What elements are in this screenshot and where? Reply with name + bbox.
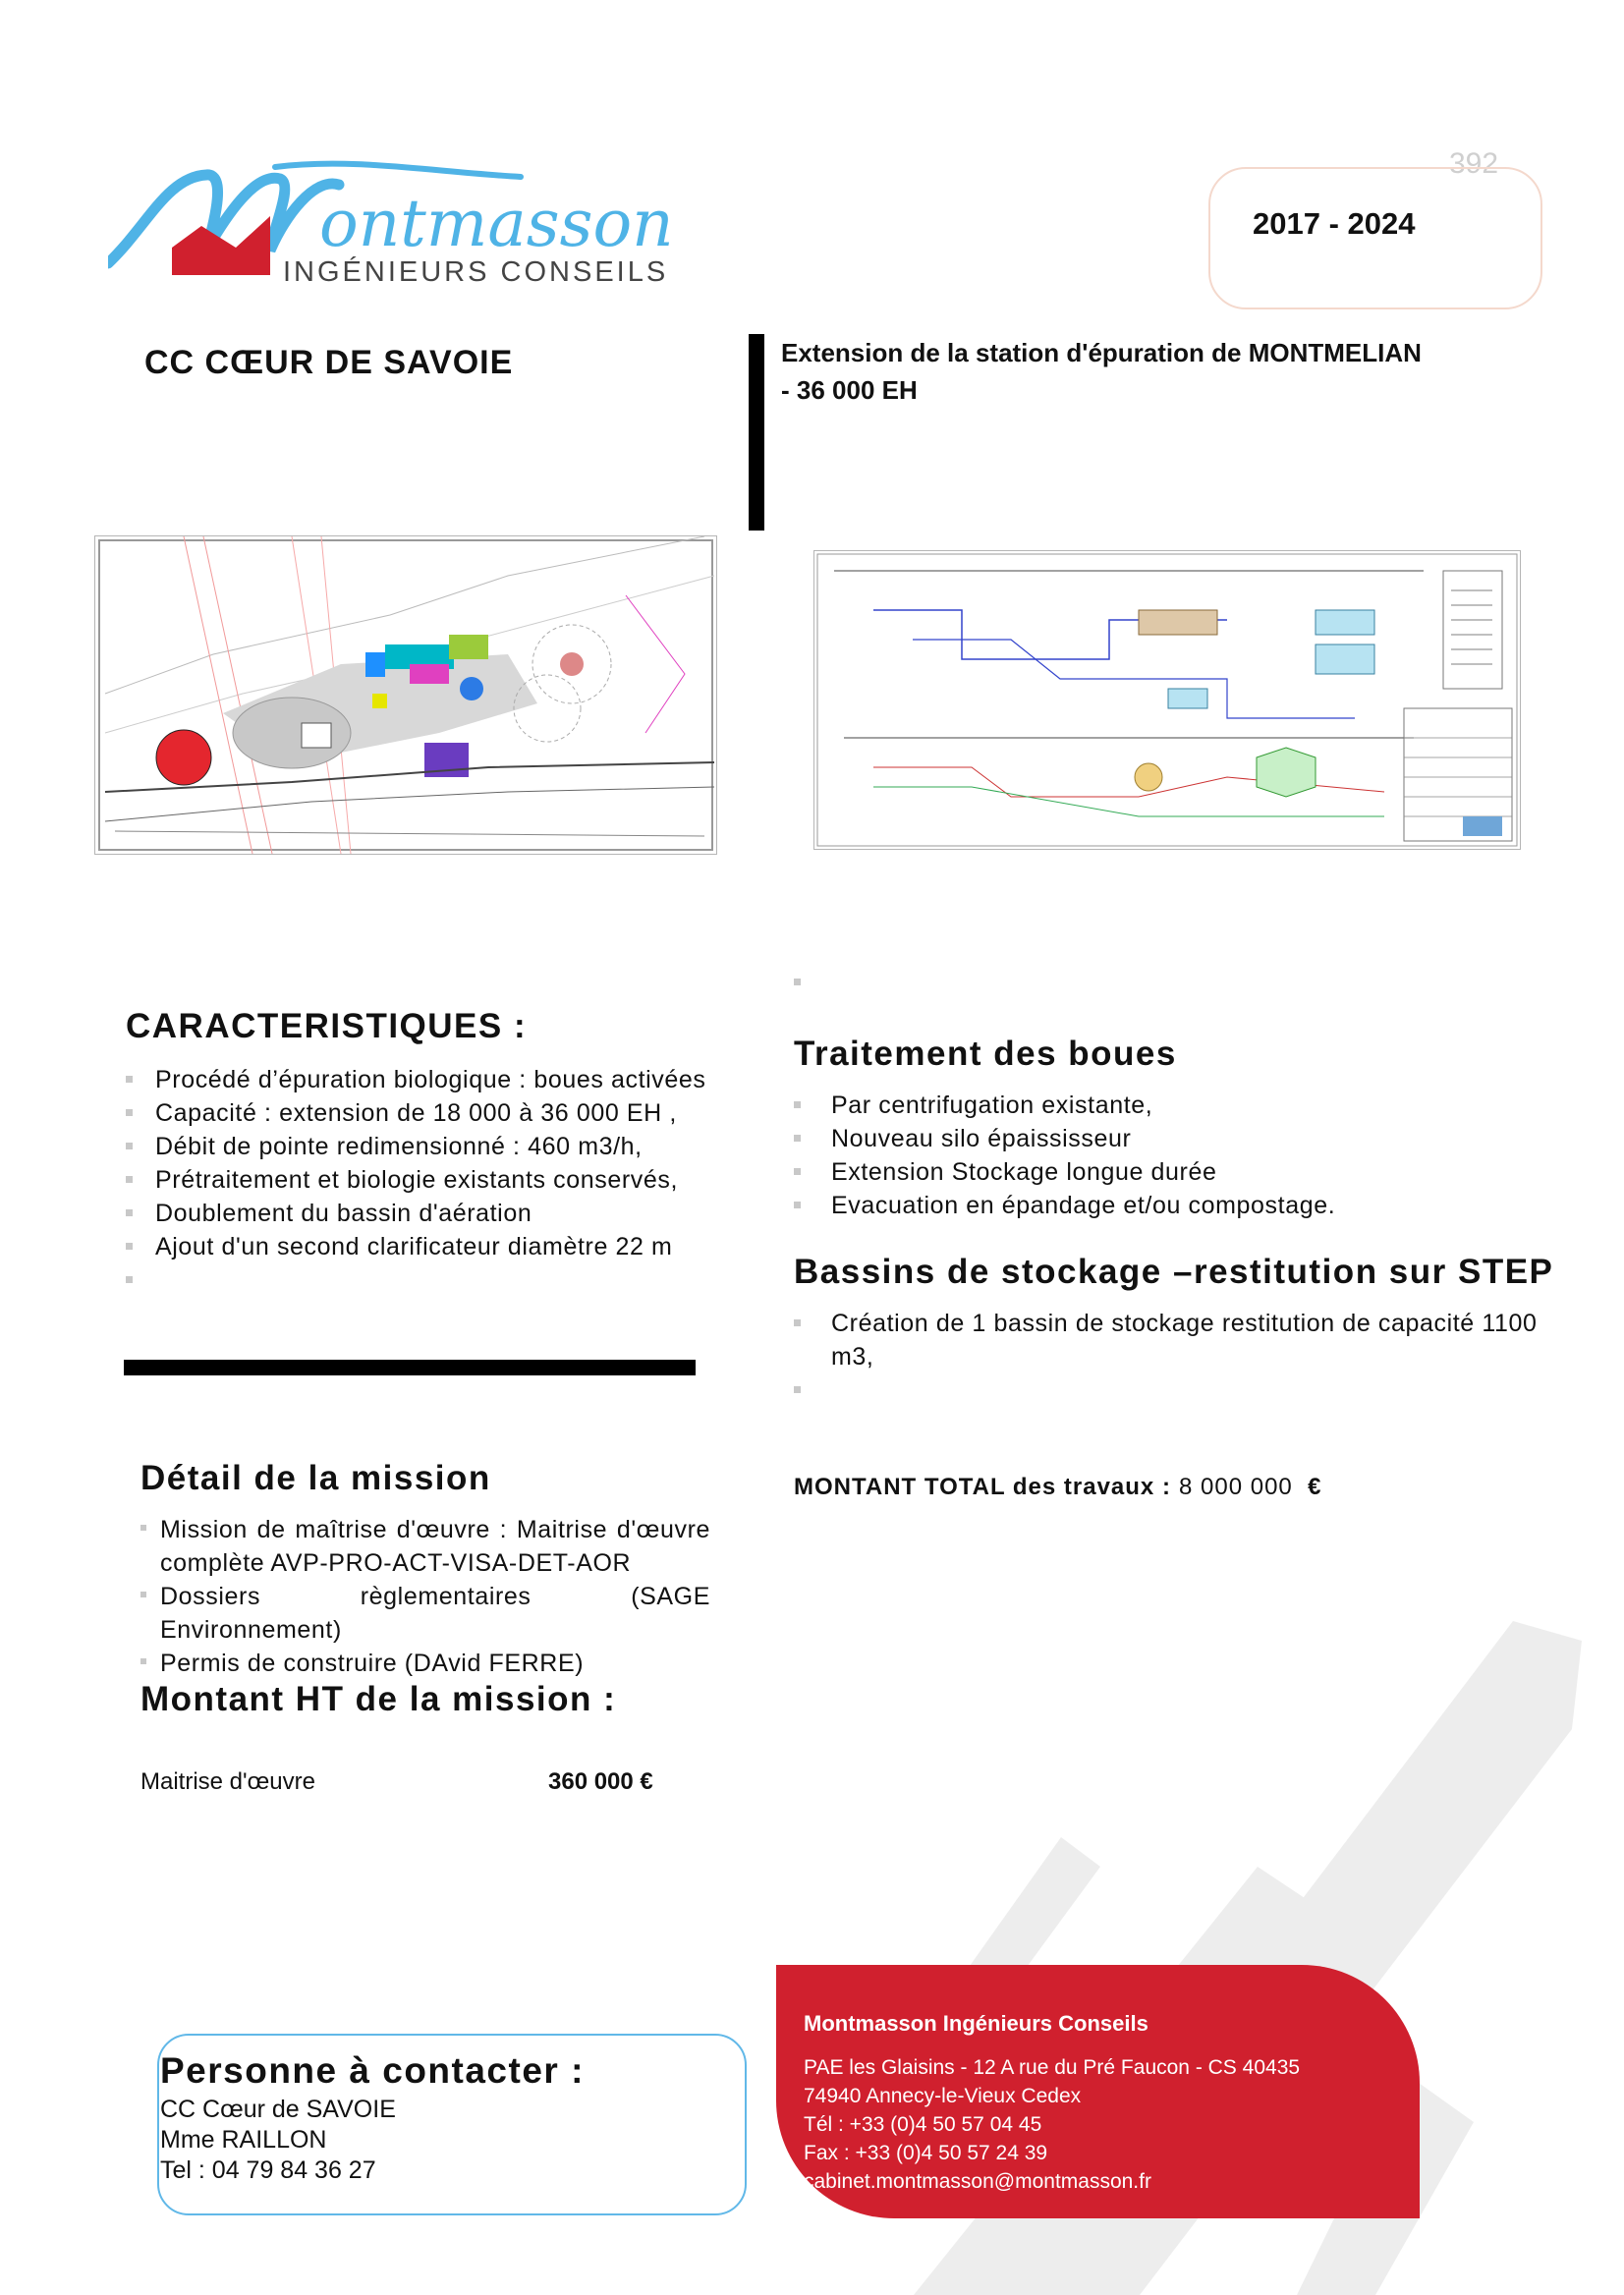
title-divider-bar xyxy=(749,334,764,531)
montant-total-value xyxy=(1179,1474,1321,1501)
svg-text:ontmasson: ontmasson xyxy=(319,186,674,261)
company-email: cabinet.montmasson@montmasson.fr xyxy=(804,2170,1151,2193)
maitrise-oeuvre-amount: 360 000 € xyxy=(548,1768,653,1795)
company-name: Montmasson Ingénieurs Conseils xyxy=(804,2011,1148,2036)
montant-ht-heading: Montant HT de la mission : xyxy=(140,1680,617,1718)
list-item: Par centrifugation existante, xyxy=(794,1089,1501,1122)
company-fax: Fax : +33 (0)4 50 57 24 39 xyxy=(804,2142,1048,2164)
caracteristiques-heading: CARACTERISTIQUES : xyxy=(126,1007,528,1045)
svg-text:INGÉNIEURS CONSEILS: INGÉNIEURS CONSEILS xyxy=(283,256,669,288)
mission-heading: Détail de la mission xyxy=(140,1459,491,1497)
list-item: Permis de construire (DAvid FERRE) xyxy=(140,1647,710,1680)
boues-list xyxy=(794,1089,1501,1222)
mission-list xyxy=(140,1513,710,1680)
list-item: Mission de maîtrise d'œuvre : Maitrise d'œuvre complète AVP-PRO-ACT-VISA-DET-AOR xyxy=(140,1513,710,1580)
section-divider-bar xyxy=(124,1360,696,1375)
site-plan-image xyxy=(94,535,717,855)
process-flow-image xyxy=(813,550,1521,850)
list-item: Dossiers règlementaires (SAGE Environnement) xyxy=(140,1580,710,1647)
maitrise-oeuvre-label: Maitrise d'œuvre xyxy=(140,1768,315,1795)
company-phone: Tél : +33 (0)4 50 57 04 45 xyxy=(804,2113,1042,2136)
company-info xyxy=(804,2009,1300,2196)
list-item: Ajout d'un second clarificateur diamètre 22 m xyxy=(126,1230,735,1263)
bassins-heading: Bassins de stockage –restitution sur STEP xyxy=(794,1253,1554,1291)
empty-bullet xyxy=(794,979,801,985)
company-city: 74940 Annecy-le-Vieux Cedex xyxy=(804,2085,1082,2107)
list-item: Procédé d’épuration biologique : boues activées xyxy=(126,1063,735,1096)
list-item: Capacité : extension de 18 000 à 36 000 EH , xyxy=(126,1096,735,1130)
montant-total-amount: 8 000 000 xyxy=(1179,1474,1293,1500)
contact-heading: Personne à contacter : xyxy=(160,2050,585,2091)
list-item: Création de 1 bassin de stockage restitution de capacité 1100 m3, xyxy=(794,1307,1540,1373)
caracteristiques-list xyxy=(126,1063,735,1297)
list-item xyxy=(126,1263,735,1297)
list-item: Prétraitement et biologie existants conservés, xyxy=(126,1163,735,1197)
contact-details xyxy=(160,2095,396,2186)
list-item: Evacuation en épandage et/ou compostage. xyxy=(794,1189,1501,1222)
list-item xyxy=(794,1373,1540,1407)
contact-person: Mme RAILLON xyxy=(160,2126,327,2154)
client-name: CC CŒUR DE SAVOIE xyxy=(144,344,514,381)
project-title-line2: - 36 000 EH xyxy=(781,375,918,405)
bassins-list xyxy=(794,1307,1540,1407)
contact-organisation: CC Cœur de SAVOIE xyxy=(160,2096,396,2123)
montant-total-label: MONTANT TOTAL des travaux : xyxy=(794,1474,1171,1500)
company-address: PAE les Glaisins - 12 A rue du Pré Faucon - CS 40435 xyxy=(804,2056,1301,2079)
list-item: Doublement du bassin d'aération xyxy=(126,1197,735,1230)
project-title-line1: Extension de la station d'épuration de MONTMELIAN xyxy=(781,338,1422,367)
boues-heading: Traitement des boues xyxy=(794,1035,1177,1073)
list-item: Débit de pointe redimensionné : 460 m3/h, xyxy=(126,1130,735,1163)
montant-total-currency: € xyxy=(1308,1474,1322,1500)
list-item: Extension Stockage longue durée xyxy=(794,1155,1501,1189)
page-number: 392 xyxy=(1449,147,1499,180)
company-logo xyxy=(108,157,698,305)
year-range: 2017 - 2024 xyxy=(1253,206,1416,241)
list-item: Nouveau silo épaississeur xyxy=(794,1122,1501,1155)
project-title xyxy=(781,334,1449,409)
contact-phone: Tel : 04 79 84 36 27 xyxy=(160,2156,376,2184)
